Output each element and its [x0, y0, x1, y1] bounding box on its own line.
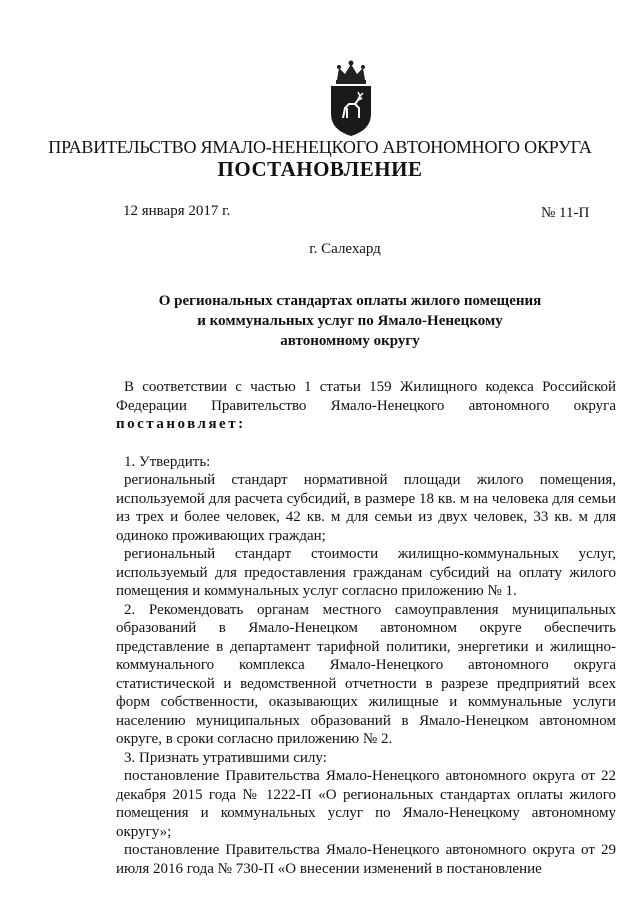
- clause-1-item-b: региональный стандарт стоимости жилищно-коммунальных услуг, используемый для предоставления гражданам субсидий на оплату жилого помещения и коммунальных услуг согласно приложению № 1.: [116, 546, 616, 599]
- title-line: автономному округу: [280, 333, 420, 349]
- document-date: 12 января 2017 г.: [123, 203, 231, 219]
- document-city: г. Салехард: [309, 241, 381, 257]
- clause-3-heading: 3. Признать утратившими силу:: [124, 749, 327, 766]
- clause-1-heading: 1. Утвердить:: [124, 453, 211, 470]
- title-line: О региональных стандартах оплаты жилого помещения: [158, 293, 542, 309]
- clause-1-item-a: региональный стандарт нормативной площади жилого помещения, используемой для расчета субсидий, в размере 18 кв. м на человека для семьи из трех и более человек, 42 кв. м для семьи из двух человек, 33 кв. м для одиноко проживающих граждан;: [116, 472, 616, 544]
- clause-2: 2. Рекомендовать органам местного самоуправления муниципальных образований в Ямало-Ненецком автономном округе обеспечить представление в департамент тарифной политики, энергетики и жилищно-коммунального комплекса Ямало-Ненецкого автономного округа статистической и ведомственной отчетности в разрезе предприятий всех форм собственности, оказывающих жилищные и коммунальные услуги населению муниципальных образований в Ямало-Ненецком автономном округе, в сроки согласно приложению № 2.: [116, 601, 616, 747]
- decree-word: постановляет:: [116, 416, 246, 432]
- title-line: и коммунальных услуг по Ямало-Ненецкому: [197, 313, 503, 329]
- coat-of-arms-icon: [325, 58, 377, 138]
- clause-3-item-a: постановление Правительства Ямало-Ненецкого автономного округа от 22 декабря 2015 года № 1222-П «О региональных стандартах оплаты жилого помещения и коммунальных услуг по Ямало-Ненецкому автономному округу»;: [116, 768, 616, 840]
- government-name: ПРАВИТЕЛЬСТВО ЯМАЛО-НЕНЕЦКОГО АВТОНОМНОГО ОКРУГА: [48, 137, 592, 157]
- clause-3-item-b: постановление Правительства Ямало-Ненецкого автономного округа от 29 июля 2016 года № 730-П «О внесении изменений в постановление: [116, 842, 616, 877]
- document-number: № 11-П: [541, 205, 590, 221]
- document-body: [116, 378, 616, 878]
- document-type: ПОСТАНОВЛЕНИЕ: [217, 157, 423, 181]
- preamble-text: В соответствии с частью 1 статьи 159 Жилищного кодекса Российской Федерации Правительство Ямало-Ненецкого автономного округа: [116, 379, 616, 414]
- preamble-paragraph: [116, 378, 616, 434]
- document-title: [120, 291, 580, 351]
